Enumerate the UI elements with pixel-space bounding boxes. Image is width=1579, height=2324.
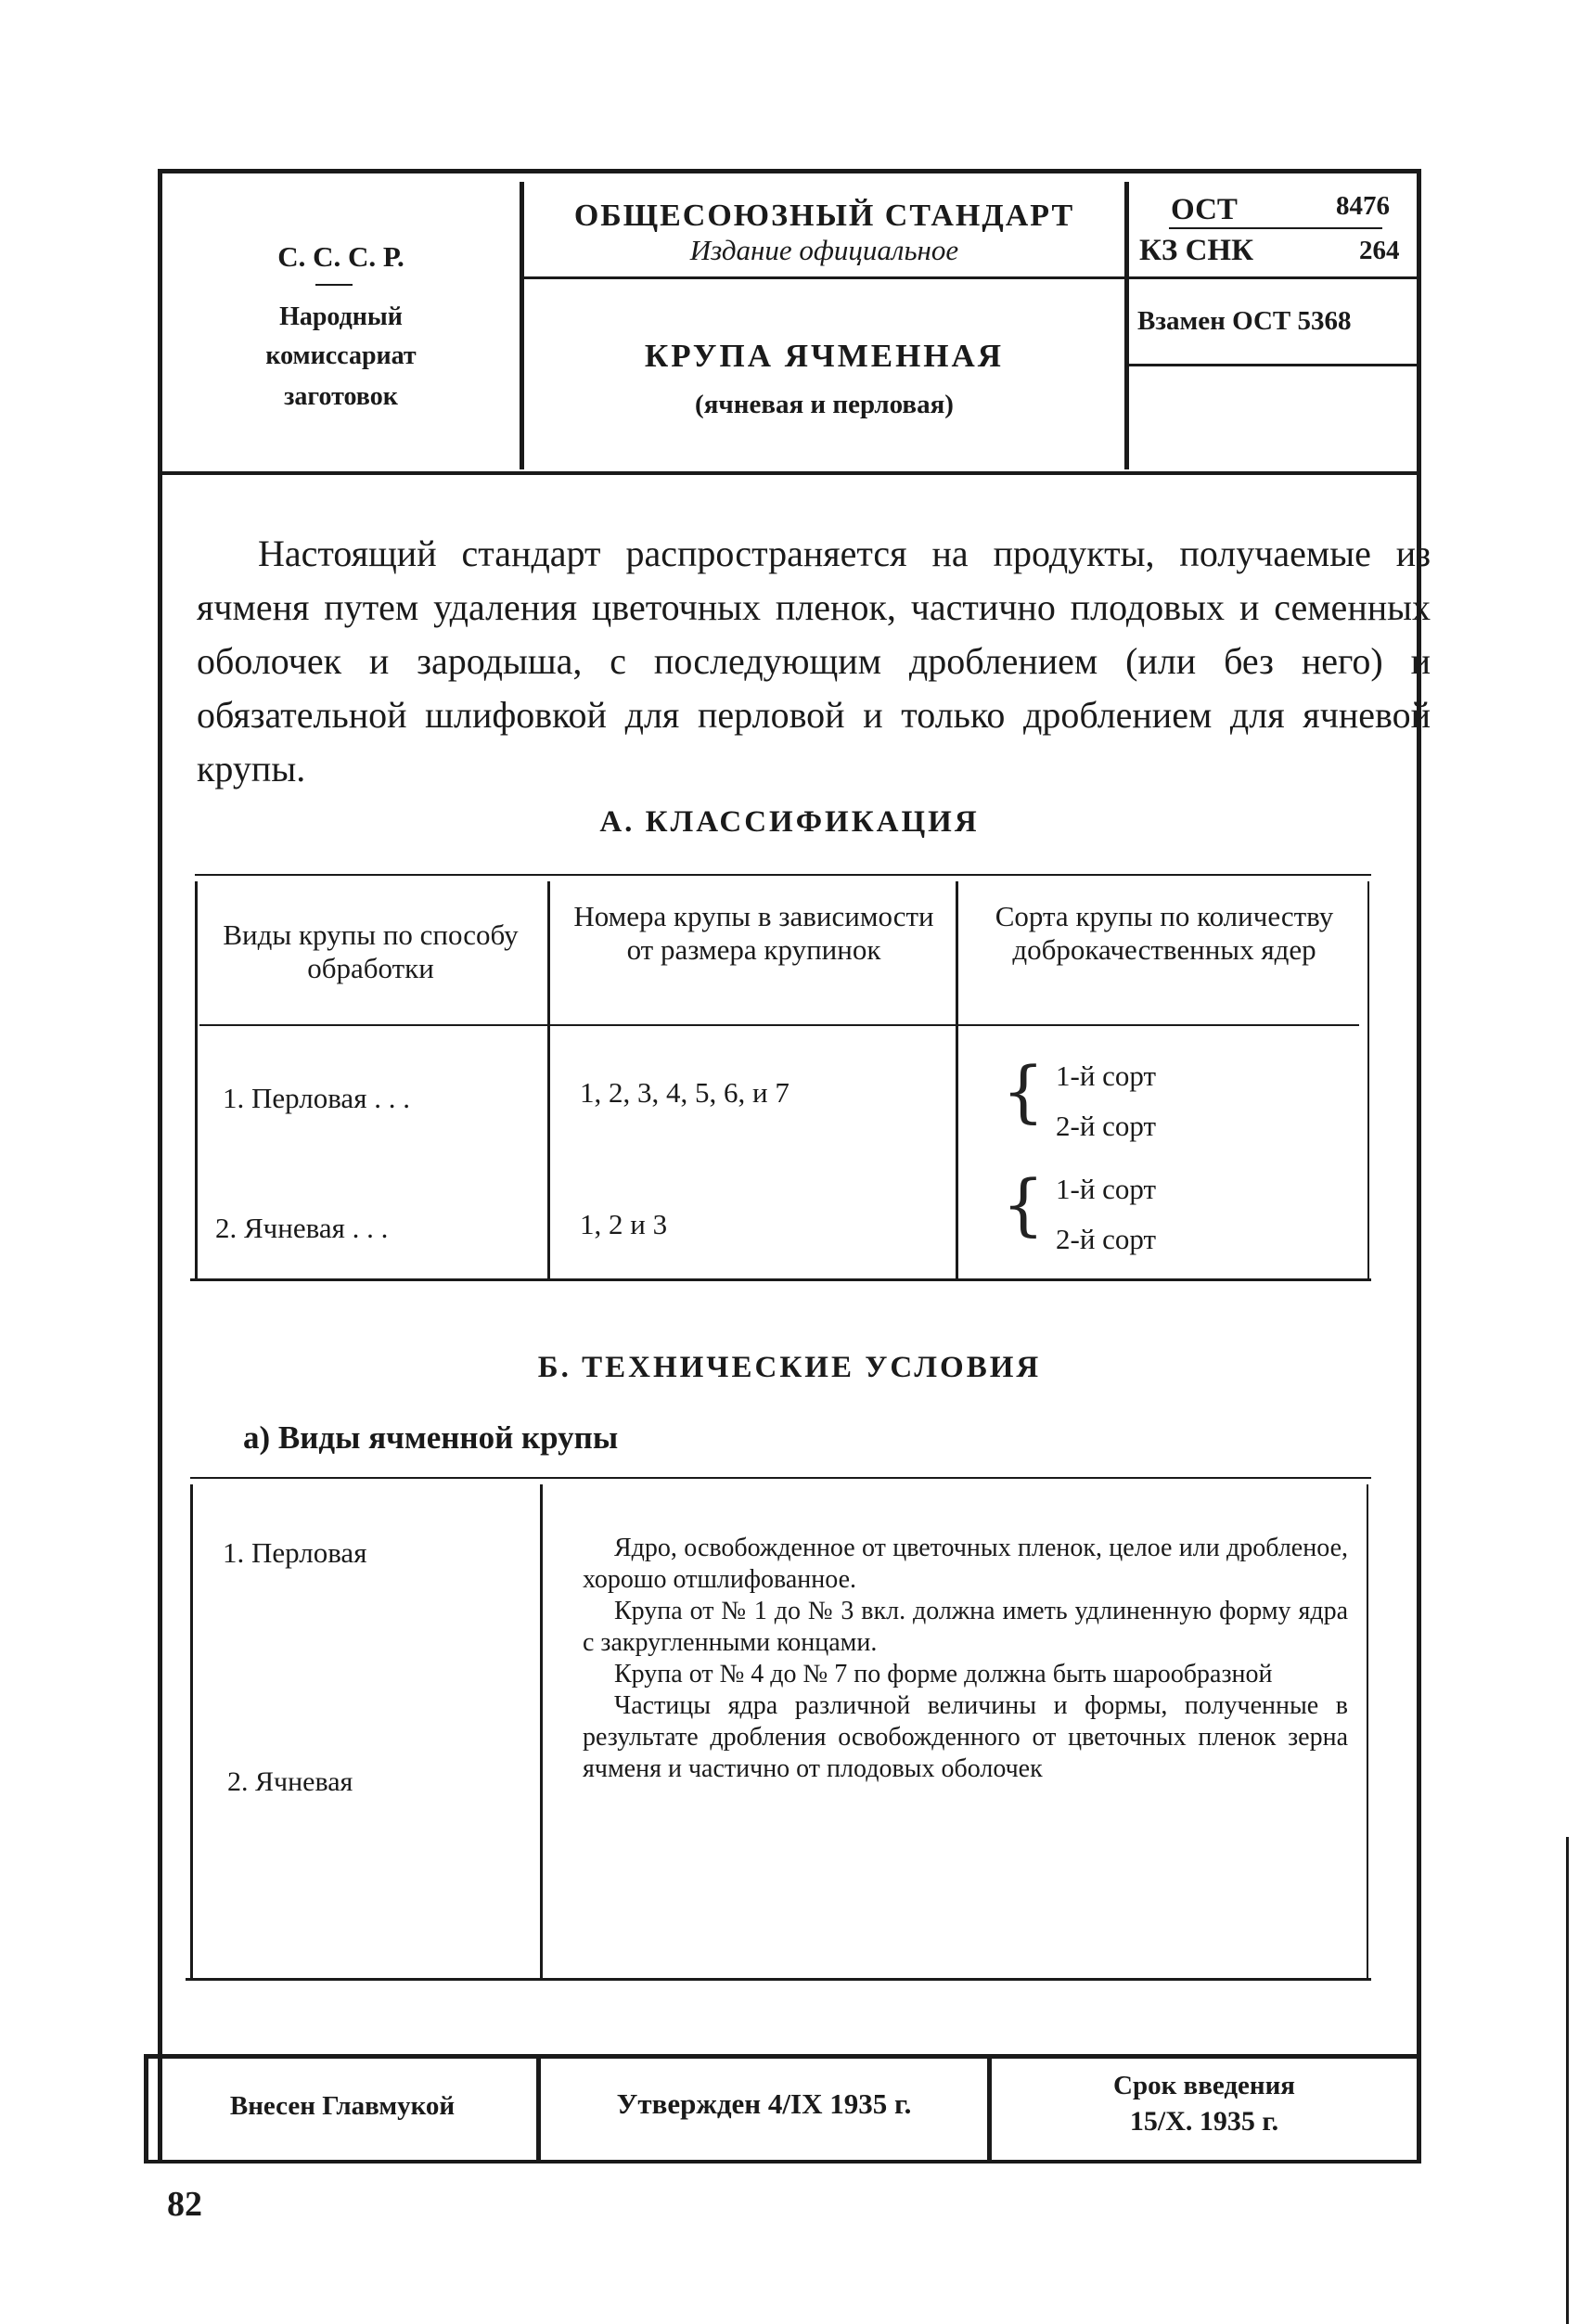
- tech-vline-mid: [540, 1484, 543, 1978]
- tech-vline-left: [190, 1484, 193, 1978]
- frame-left: [158, 169, 162, 2164]
- tech-top-rule: [190, 1477, 1371, 1479]
- technical-subtitle: а) Виды ячменной крупы: [243, 1419, 619, 1456]
- classification-title: А. КЛАССИФИКАЦИЯ: [599, 805, 980, 839]
- cls-row-2-type: 2. Ячневая . . .: [215, 1212, 389, 1244]
- tech-row-1-para-3: Крупа от № 4 до № 7 по форме должна быть шарообразной: [614, 1660, 1273, 1688]
- cls-row-2-brace: {: [1002, 1165, 1045, 1243]
- scan-edge-line: [1566, 1837, 1569, 2324]
- ost-label: ОСТ: [1171, 193, 1238, 226]
- ost-underline: [1169, 227, 1382, 229]
- tech-bottom-rule: [186, 1978, 1371, 1981]
- cls-bottom-rule: [190, 1278, 1371, 1281]
- tech-row-2-para-1: Частицы ядра различной величины и формы, полученные в результате дробления освобожденного от цветочных пленок зерна ячменя и частично от плодовых оболочек: [583, 1691, 1348, 1783]
- cls-row-1-brace: {: [1002, 1052, 1045, 1130]
- tech-vline-right: [1367, 1484, 1368, 1978]
- cls-row-2-grade-1: 1-й сорт: [1056, 1173, 1157, 1205]
- cls-row-1-type: 1. Перловая . . .: [223, 1082, 410, 1114]
- frame-top: [158, 169, 1419, 173]
- replaces-label: Взамен ОСТ 5368: [1137, 306, 1352, 336]
- country-label: С. С. С. Р.: [277, 240, 404, 273]
- cls-vline-1: [547, 881, 550, 1278]
- cls-row-2-numbers: 1, 2 и 3: [580, 1208, 668, 1240]
- agency-line-1: Народный: [279, 302, 403, 331]
- intro-text: Настоящий стандарт распространяется на продукты, получаемые из ячменя путем удаления цветочных пленок, частично плодовых и семенных оболочек и зародыша, с последующим дроблением (или без него) и обязательной шлифовкой для перловой и только дроблением для ячневой крупы.: [197, 533, 1431, 790]
- footer-effective-1: Срок введения: [1113, 2071, 1295, 2100]
- edition-label: Издание официальное: [689, 234, 959, 266]
- tech-row-1-para-1: Ядро, освобожденное от цветочных пленок, целое или дробленое, хорошо отшлифованное.: [583, 1534, 1348, 1594]
- footer-effective-2: 15/X. 1935 г.: [1129, 2106, 1279, 2137]
- header-divider-2: [1124, 182, 1129, 469]
- cls-vline-right: [1367, 881, 1369, 1278]
- frame-right: [1417, 169, 1421, 2164]
- footer-top-rule: [144, 2054, 1421, 2059]
- ost-number: 8476: [1336, 191, 1390, 221]
- kz-number: 264: [1359, 236, 1400, 265]
- cls-row-1-grade-1: 1-й сорт: [1056, 1059, 1157, 1092]
- header-bottom-rule: [158, 471, 1421, 475]
- intro-paragraph: [197, 527, 1431, 796]
- tech-row-1-type: 1. Перловая: [223, 1536, 367, 1569]
- cls-vline-2: [956, 881, 958, 1278]
- tech-row-1-para-2: Крупа от № 1 до № 3 вкл. должна иметь удлиненную форму ядра с закругленными концами.: [583, 1597, 1348, 1657]
- agency-line-3: заготовок: [284, 382, 398, 411]
- country-dash: [315, 284, 353, 286]
- footer-submitted: Внесен Главмукой: [229, 2091, 456, 2121]
- page-number: 82: [167, 2185, 202, 2224]
- cls-head-rule: [199, 1024, 1359, 1026]
- cls-row-1-grade-2: 2-й сорт: [1056, 1110, 1157, 1142]
- cls-row-2-grade-2: 2-й сорт: [1056, 1223, 1157, 1255]
- standard-type: ОБЩЕСОЮЗНЫЙ СТАНДАРТ: [573, 199, 1075, 233]
- header-right-rule-1: [1129, 276, 1417, 279]
- agency-line-2: комиссариат: [265, 341, 417, 370]
- cls-header-grades: Сорта крупы по количеству доброкачественных ядер: [995, 900, 1334, 966]
- footer-bottom-rule: [144, 2160, 1421, 2164]
- header-right-rule-2: [1129, 364, 1417, 366]
- cls-header-numbers: Номера крупы в зависимости от размера крупинок: [573, 900, 934, 966]
- tech-row-2-type: 2. Ячневая: [227, 1766, 353, 1797]
- header-mid-rule: [524, 276, 1124, 279]
- cls-row-1-numbers: 1, 2, 3, 4, 5, 6, и 7: [580, 1076, 790, 1109]
- footer-approved: Утвержден 4/IX 1935 г.: [616, 2087, 912, 2120]
- kz-label: КЗ СНК: [1139, 234, 1254, 267]
- tech-descriptions: [583, 1533, 1348, 1785]
- cls-header-type: Виды крупы по способу обработки: [223, 918, 519, 984]
- product-title: КРУПА ЯЧМЕННАЯ: [644, 338, 1005, 374]
- product-subtitle: (ячневая и перловая): [695, 390, 954, 419]
- technical-title: Б. ТЕХНИЧЕСКИЕ УСЛОВИЯ: [537, 1351, 1042, 1384]
- cls-vline-left: [195, 881, 198, 1278]
- cls-top-rule: [195, 874, 1371, 876]
